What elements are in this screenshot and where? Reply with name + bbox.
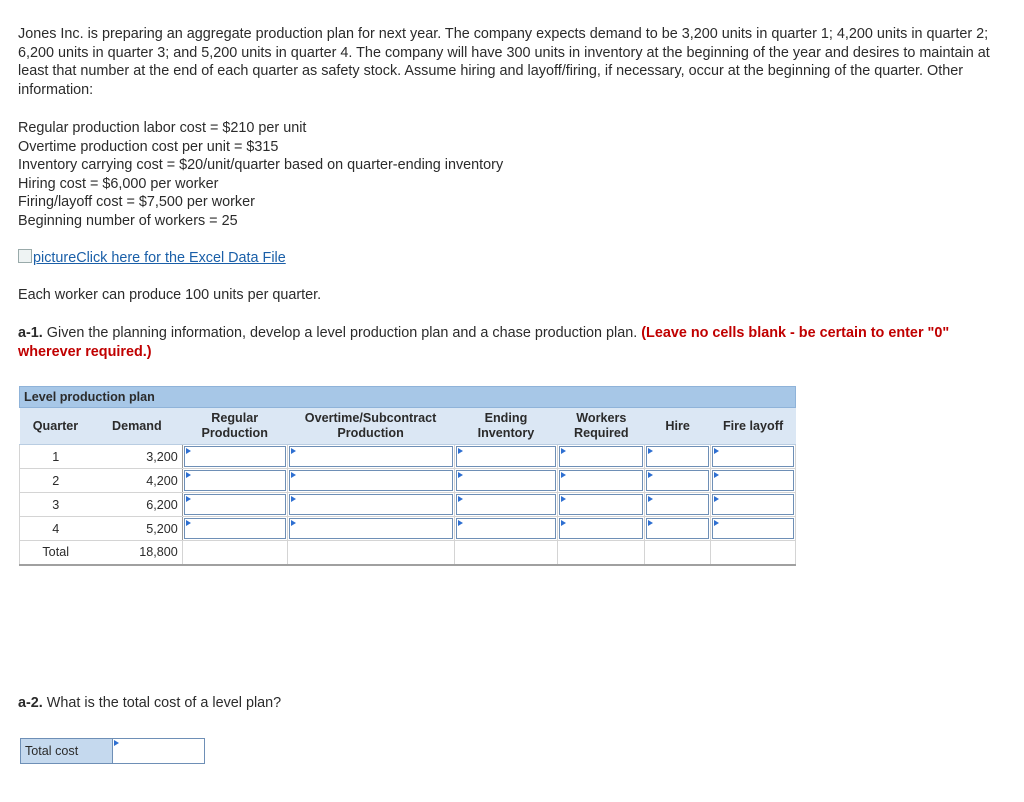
total-cost-row — [20, 738, 205, 764]
question-a1 — [18, 324, 1008, 362]
table-total-row — [20, 541, 796, 565]
broken-image-icon — [18, 249, 32, 263]
question-a2-text: What is the total cost of a level plan? — [42, 695, 282, 711]
info-line-beginning-workers: Beginning number of workers = 25 — [18, 212, 238, 229]
info-line-carrying-cost: Inventory carrying cost = $20/unit/quarter based on quarter-ending inventory — [18, 157, 504, 173]
fire-layoff-input[interactable] — [711, 445, 796, 469]
question-a2-label: a-2. — [18, 695, 43, 711]
demand-cell: 3,200 — [91, 445, 182, 469]
demand-cell: 6,200 — [91, 493, 182, 517]
total-cost-label: Total cost — [21, 739, 113, 763]
ending-inventory-input[interactable] — [454, 445, 558, 469]
info-line-hiring-cost: Hiring cost = $6,000 per worker — [18, 175, 219, 192]
regular-production-input[interactable] — [182, 517, 287, 541]
total-fire-layoff — [711, 541, 796, 565]
header-workers-required: Workers Required — [558, 408, 645, 445]
quarter-cell: 4 — [20, 517, 92, 541]
demand-cell: 4,200 — [91, 469, 182, 493]
hire-input[interactable] — [645, 517, 711, 541]
ending-inventory-input[interactable] — [454, 517, 558, 541]
total-ending-inventory — [454, 541, 558, 565]
question-a1-label: a-1. — [18, 325, 43, 341]
header-fire-layoff: Fire layoff — [711, 408, 796, 445]
quarter-cell: 2 — [20, 469, 92, 493]
level-production-table — [19, 386, 796, 566]
workers-required-input[interactable] — [558, 517, 645, 541]
header-demand: Demand — [91, 408, 182, 445]
header-regular-production: Regular Production — [182, 408, 287, 445]
workers-required-input[interactable] — [558, 469, 645, 493]
total-label: Total — [20, 541, 92, 565]
total-demand: 18,800 — [91, 541, 182, 565]
table-title: Level production plan — [20, 387, 796, 408]
header-ending-inventory: Ending Inventory — [454, 408, 558, 445]
excel-link-text: pictureClick here for the Excel Data File — [33, 250, 286, 266]
overtime-production-input[interactable] — [287, 469, 454, 493]
table-row — [20, 469, 796, 493]
problem-intro: Jones Inc. is preparing an aggregate production plan for next year. The company expects demand to be 3,200 units in quarter 1; 4,200 units in quarter 2; 6,200 units in quarter 3; and 5,200 units in quarter 4. The company will have 300 units in inventory at the beginning of the year and desires to maintain at least that number at the end of each quarter as safety stock. Assume hiring and layoff/firing, if necessary, occur at the beginning of the quarter. Other information: — [18, 26, 990, 98]
excel-data-file-link[interactable] — [18, 249, 286, 266]
quarter-cell: 1 — [20, 445, 92, 469]
info-line-firing-cost: Firing/layoff cost = $7,500 per worker — [18, 194, 255, 210]
total-workers-required — [558, 541, 645, 565]
fire-layoff-input[interactable] — [711, 493, 796, 517]
table-header-row — [20, 408, 796, 445]
info-line-overtime-cost: Overtime production cost per unit = $315 — [18, 138, 279, 155]
regular-production-input[interactable] — [182, 493, 287, 517]
total-cost-input[interactable] — [113, 739, 204, 763]
fire-layoff-input[interactable] — [711, 469, 796, 493]
workers-required-input[interactable] — [558, 445, 645, 469]
regular-production-input[interactable] — [182, 469, 287, 493]
overtime-production-input[interactable] — [287, 445, 454, 469]
header-overtime-production: Overtime/Subcontract Production — [287, 408, 454, 445]
header-hire: Hire — [645, 408, 711, 445]
per-worker-text: Each worker can produce 100 units per quarter. — [18, 287, 322, 303]
total-regular-production — [182, 541, 287, 565]
ending-inventory-input[interactable] — [454, 493, 558, 517]
question-a1-text: Given the planning information, develop a level production plan and a chase production plan. — [42, 325, 642, 341]
header-quarter: Quarter — [20, 408, 92, 445]
table-row — [20, 517, 796, 541]
table-row — [20, 493, 796, 517]
fire-layoff-input[interactable] — [711, 517, 796, 541]
total-overtime-production — [287, 541, 454, 565]
regular-production-input[interactable] — [182, 445, 287, 469]
ending-inventory-input[interactable] — [454, 469, 558, 493]
quarter-cell: 3 — [20, 493, 92, 517]
table-row — [20, 445, 796, 469]
question-a2 — [18, 695, 281, 711]
hire-input[interactable] — [645, 445, 711, 469]
info-line-regular-cost: Regular production labor cost = $210 per unit — [18, 120, 307, 136]
workers-required-input[interactable] — [558, 493, 645, 517]
total-hire — [645, 541, 711, 565]
info-list — [18, 119, 503, 230]
question-a1-note: (Leave no cells blank - be certain to enter "0" wherever required.) — [18, 325, 950, 360]
hire-input[interactable] — [645, 469, 711, 493]
hire-input[interactable] — [645, 493, 711, 517]
demand-cell: 5,200 — [91, 517, 182, 541]
overtime-production-input[interactable] — [287, 493, 454, 517]
overtime-production-input[interactable] — [287, 517, 454, 541]
